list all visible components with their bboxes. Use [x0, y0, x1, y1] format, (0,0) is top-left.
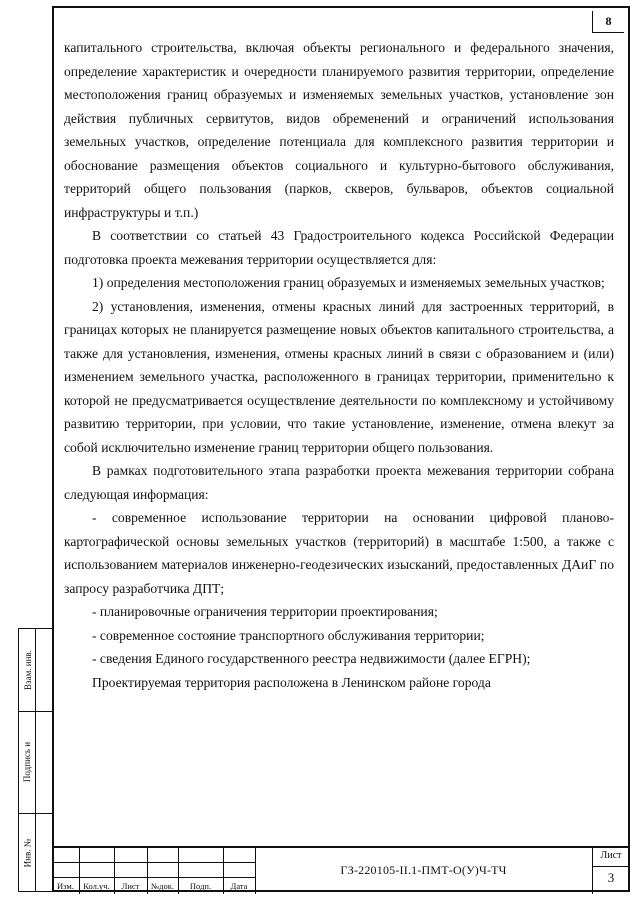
side-stamp-inv: Инв. №	[22, 838, 33, 868]
paragraph: капитального строительства, включая объекты регионального и федерального значения, определение характеристик и очередности планируемого развития территории, определение местоположения границ образуемых и изменяемых земельных участков, установление зон действия публичных сервитутов, видов обременений и ограничений использования земельных участков, определение потенциала для комплексного развития территории и обоснование размещения объектов социального и культурно-бытового обслуживания, территорий общего пользования (парков, скверов, бульваров, объектов социальной инфраструктуры и т.п.)	[64, 40, 614, 220]
header-list: Лист	[121, 881, 140, 891]
side-stamp	[18, 628, 52, 892]
document-body	[64, 36, 614, 694]
sheet-label: Лист	[600, 850, 622, 861]
paragraph: - планировочные ограничения территории проектирования;	[92, 604, 438, 619]
header-data: Дата	[230, 881, 248, 891]
paragraph: - сведения Единого государственного реестра недвижимости (далее ЕГРН);	[92, 651, 531, 666]
title-block	[52, 846, 630, 892]
paragraph: В соответствии со статьей 43 Градостроительного кодекса Российской Федерации подготовка проекта межевания территории осуществляется для:	[64, 228, 614, 267]
sheet-divider	[592, 866, 630, 867]
header-ndok: №док.	[151, 881, 174, 891]
paragraph: 1) определения местоположения границ образуемых и изменяемых земельных участков;	[92, 275, 605, 290]
header-podp: Подп.	[189, 881, 212, 891]
header-kol-uch: Кол.уч.	[83, 881, 110, 891]
paragraph: 2) установления, изменения, отмены красных линий для застроенных территорий, в границах которых не планируется размещение новых объектов капитального строительства, а также для установления, изменения, отмены красных линий в связи с образованием и (или) изменением земельного участка, расположенного в границах территории, применительно к которой не предусматривается осуществление деятельности по комплексному и устойчивому развитию территории, при условии, что такие установление, изменение, отмена влекут за собой исключительно изменение границ территории общего пользования.	[64, 298, 614, 455]
side-stamp-vzam: Взам. инв.	[22, 650, 33, 690]
title-block-row-line	[52, 877, 255, 878]
paragraph: - современное использование территории на основании цифровой планово-картографической основы земельных участков (территорий) в масштабе 1:500, а также с использованием материалов инженерно-геодезических изысканий, предоставленных ДАиГ по запросу разработчика ДПТ;	[64, 510, 614, 596]
side-stamp-podpis: Подпись и	[22, 741, 33, 783]
page-number: 8	[592, 11, 624, 33]
document-code: ГЗ-220105-II.1-ПМТ-О(У)Ч-ТЧ	[340, 862, 507, 877]
paragraph: В рамках подготовительного этапа разработки проекта межевания территории собрана следующая информация:	[64, 463, 614, 502]
side-stamp-value-column	[36, 629, 53, 891]
title-block-row-line	[52, 862, 255, 863]
sheet-number: 3	[607, 870, 615, 885]
paragraph: - современное состояние транспортного обслуживания территории;	[92, 627, 485, 643]
header-izm: Изм.	[57, 881, 74, 891]
paragraph: Проектируемая территория расположена в Ленинском районе города	[92, 674, 491, 690]
